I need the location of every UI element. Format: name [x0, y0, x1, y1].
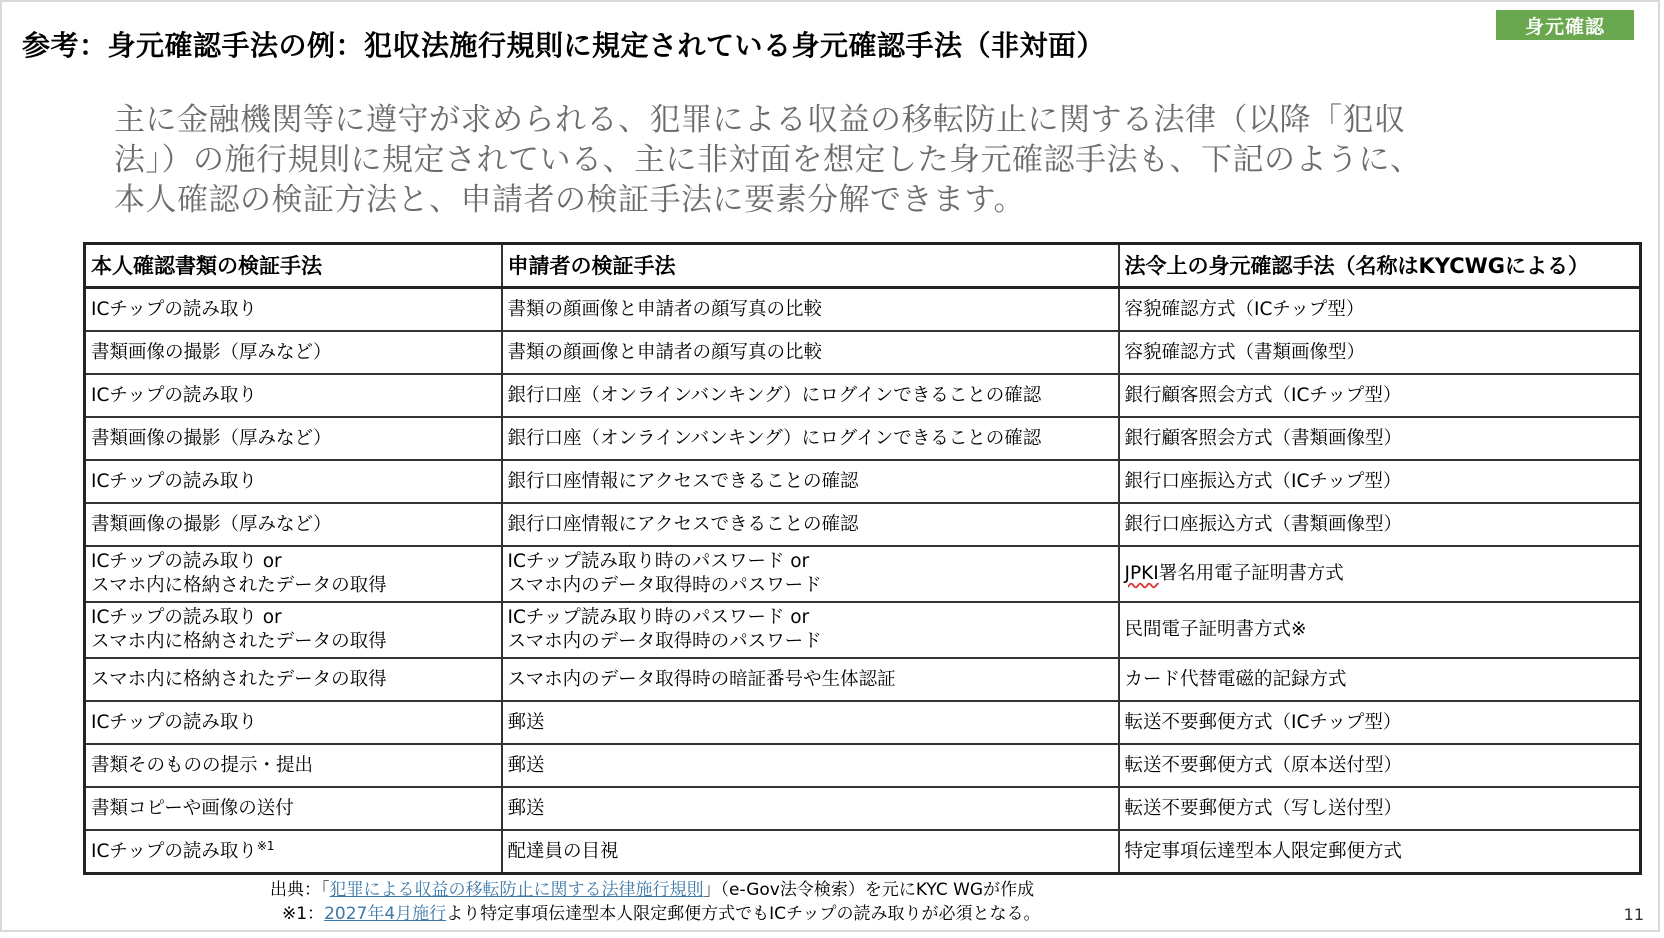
cell-line: ICチップ読み取り時のパスワード or [507, 607, 810, 628]
section-tag: 身元確認 [1496, 10, 1634, 40]
header-document-verification: 本人確認書類の検証手法 [85, 244, 502, 288]
cell-legal-method: 民間電子証明書方式※ [1119, 602, 1641, 658]
table-row [85, 503, 1641, 546]
cell-document-method: 書類画像の撮影（厚みなど） [85, 503, 502, 546]
cell-document-method [85, 602, 502, 658]
table-row [85, 744, 1641, 787]
cell-document-method: スマホ内に格納されたデータの取得 [85, 658, 502, 701]
intro-line: 本人確認の検証方法と、申請者の検証手法に要素分解できます。 [114, 182, 1026, 218]
footnote-suffix: より特定事項伝達型本人限定郵便方式でもICチップの読み取りが必須となる。 [446, 904, 1041, 924]
header-legal-method: 法令上の身元確認手法（名称はKYCWGによる） [1119, 244, 1641, 288]
cell-applicant-method: 配達員の目視 [502, 830, 1119, 874]
cell-legal-method: カード代替電磁的記録方式 [1119, 658, 1641, 701]
cell-line: ICチップ読み取り時のパスワード or [507, 551, 810, 572]
cell-line: ICチップの読み取り or [91, 607, 282, 628]
cell-legal-method: 転送不要郵便方式（写し送付型） [1119, 787, 1641, 830]
cell-applicant-method: 銀行口座情報にアクセスできることの確認 [502, 503, 1119, 546]
cell-legal-method [1119, 546, 1641, 602]
cell-document-method: 書類そのものの提示・提出 [85, 744, 502, 787]
kyc-methods-table [83, 242, 1642, 875]
cell-document-method: ICチップの読み取り [85, 288, 502, 332]
table-row [85, 417, 1641, 460]
intro-line: 法」）の施行規則に規定されている、主に非対面を想定した身元確認手法も、下記のように、 [114, 142, 1422, 178]
footnote-line [270, 902, 1041, 926]
cell-legal-method: 特定事項伝達型本人限定郵便方式 [1119, 830, 1641, 874]
cell-document-method: 書類画像の撮影（厚みなど） [85, 331, 502, 374]
table-row [85, 830, 1641, 874]
table-row [85, 602, 1641, 658]
cell-legal-method: 容貌確認方式（ICチップ型） [1119, 288, 1641, 332]
source-suffix: 」（e-Gov法令検索）を元にKYC WGが作成 [703, 880, 1035, 900]
source-line [270, 878, 1041, 902]
table-row [85, 288, 1641, 332]
source-prefix: 出典：「 [270, 880, 330, 900]
cell-legal-method: 銀行顧客照会方式（ICチップ型） [1119, 374, 1641, 417]
cell-legal-method: 銀行顧客照会方式（書類画像型） [1119, 417, 1641, 460]
footnote-marker: ※1 [256, 838, 275, 853]
table-row [85, 460, 1641, 503]
cell-applicant-method: 郵送 [502, 701, 1119, 744]
table-header-row [85, 244, 1641, 288]
cell-legal-method: 銀行口座振込方式（書類画像型） [1119, 503, 1641, 546]
cell-document-method: 書類コピーや画像の送付 [85, 787, 502, 830]
cell-line: ICチップの読み取り or [91, 551, 282, 572]
cell-document-method: ICチップの読み取り [85, 374, 502, 417]
cell-applicant-method: 銀行口座（オンラインバンキング）にログインできることの確認 [502, 374, 1119, 417]
table-row [85, 331, 1641, 374]
cell-applicant-method: 郵送 [502, 744, 1119, 787]
intro-paragraph [114, 100, 1554, 220]
cell-document-method [85, 830, 502, 874]
table-row [85, 701, 1641, 744]
cell-applicant-method: 書類の顔画像と申請者の顔写真の比較 [502, 331, 1119, 374]
cell-line: スマホ内のデータ取得時のパスワード [507, 575, 822, 596]
cell-applicant-method: 銀行口座情報にアクセスできることの確認 [502, 460, 1119, 503]
footnote-prefix: ※1： [282, 904, 325, 924]
enforcement-date-link[interactable]: 2027年4月施行 [324, 904, 447, 924]
cell-document-method: ICチップの読み取り [85, 460, 502, 503]
cell-line: スマホ内のデータ取得時のパスワード [507, 631, 822, 652]
cell-applicant-method: 郵送 [502, 787, 1119, 830]
cell-applicant-method [502, 602, 1119, 658]
slide-title: 参考：身元確認手法の例：犯収法施行規則に規定されている身元確認手法（非対面） [22, 29, 1106, 62]
cell-legal-method: 転送不要郵便方式（ICチップ型） [1119, 701, 1641, 744]
cell-text: 署名用電子証明書方式 [1158, 563, 1344, 584]
cell-line: スマホ内に格納されたデータの取得 [91, 575, 387, 596]
source-citation [270, 878, 1041, 926]
cell-document-method: ICチップの読み取り [85, 701, 502, 744]
page-number: 11 [1623, 905, 1644, 924]
cell-line: スマホ内に格納されたデータの取得 [91, 631, 387, 652]
intro-line: 主に金融機関等に遵守が求められる、犯罪による収益の移転防止に関する法律（以降「犯収 [114, 102, 1406, 138]
table-row [85, 546, 1641, 602]
cell-applicant-method: スマホ内のデータ取得時の暗証番号や生体認証 [502, 658, 1119, 701]
cell-legal-method: 銀行口座振込方式（ICチップ型） [1119, 460, 1641, 503]
table-row [85, 658, 1641, 701]
cell-text: ICチップの読み取り [91, 840, 257, 862]
cell-document-method [85, 546, 502, 602]
cell-legal-method: 容貌確認方式（書類画像型） [1119, 331, 1641, 374]
cell-applicant-method: 書類の顔画像と申請者の顔写真の比較 [502, 288, 1119, 332]
cell-legal-method: 転送不要郵便方式（原本送付型） [1119, 744, 1641, 787]
table-row [85, 787, 1641, 830]
cell-applicant-method [502, 546, 1119, 602]
header-applicant-verification: 申請者の検証手法 [502, 244, 1119, 288]
cell-applicant-method: 銀行口座（オンラインバンキング）にログインできることの確認 [502, 417, 1119, 460]
table-row [85, 374, 1641, 417]
law-regulation-link[interactable]: 犯罪による収益の移転防止に関する法律施行規則 [329, 880, 704, 900]
spellcheck-underlined-text: JPKI [1124, 563, 1159, 584]
cell-document-method: 書類画像の撮影（厚みなど） [85, 417, 502, 460]
